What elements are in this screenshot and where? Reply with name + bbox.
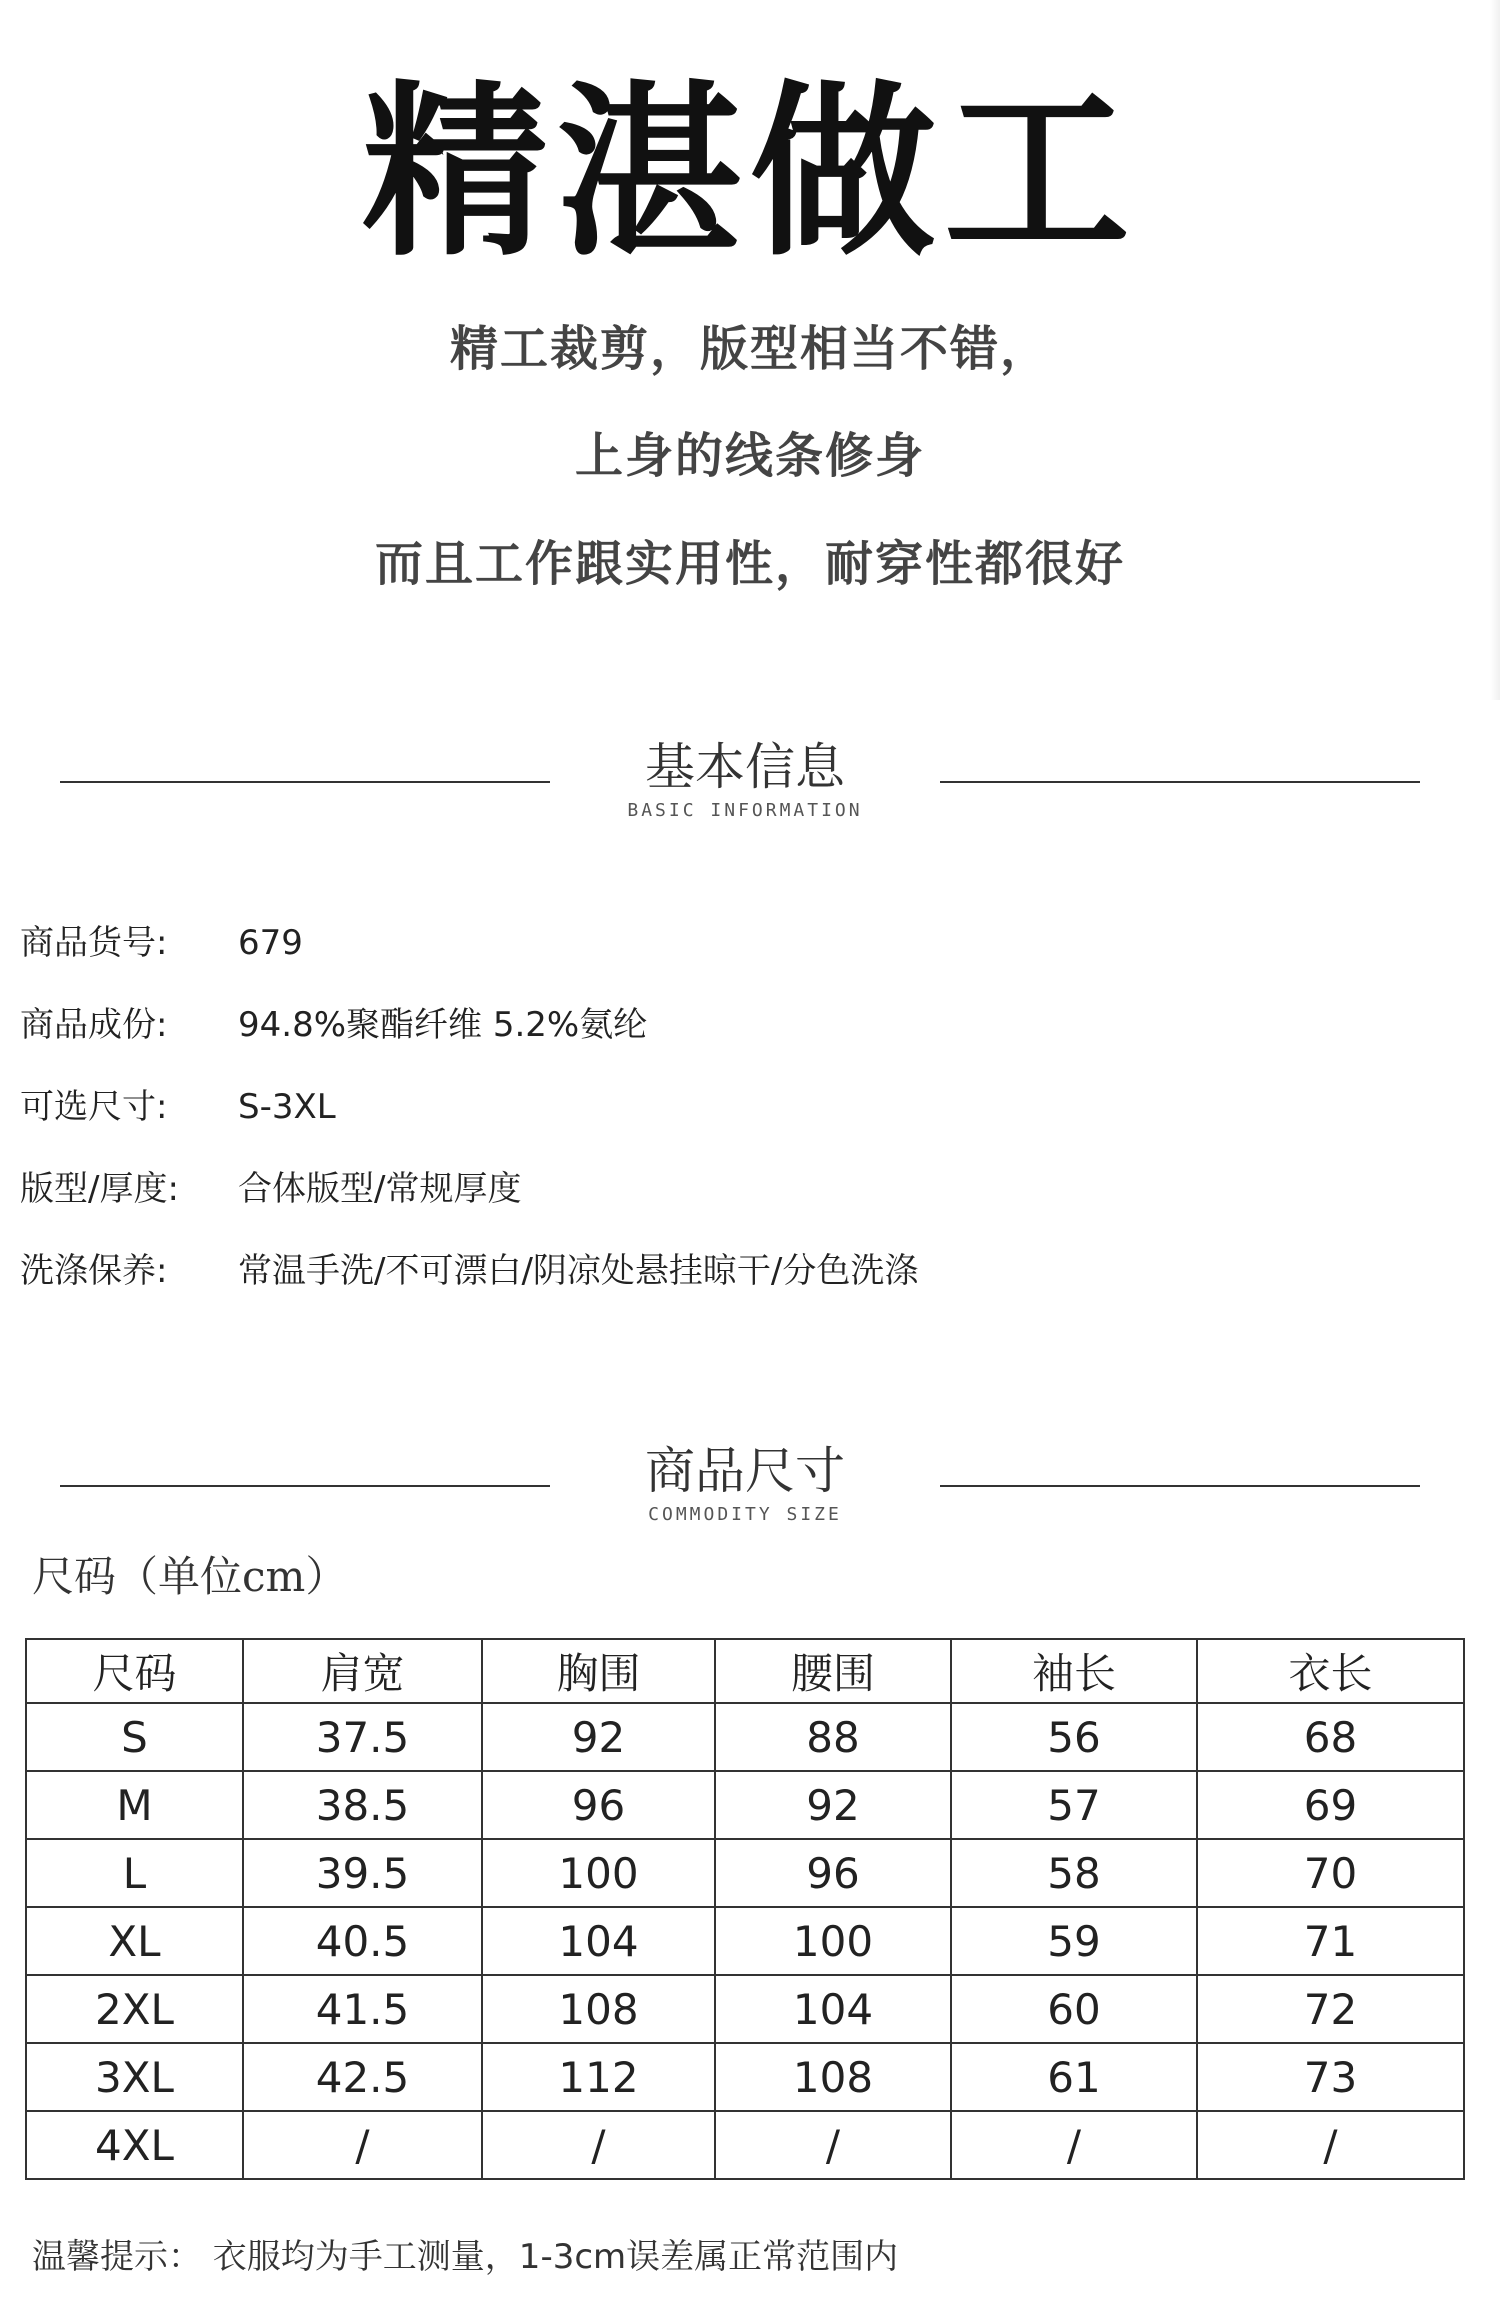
table-cell: 92 [715,1771,951,1839]
table-cell: 88 [715,1703,951,1771]
size-title: 商品尺寸 [645,1442,845,1500]
divider-line [60,781,550,783]
divider-line [60,1485,550,1487]
table-cell: XL [26,1907,243,1975]
info-label: 商品货号: [20,923,168,963]
info-label: 版型/厚度: [20,1169,179,1209]
table-cell: 100 [482,1839,715,1907]
table-cell: 68 [1197,1703,1464,1771]
table-row [26,1975,1464,2043]
hero-line-2: 上身的线条修身 [574,428,925,484]
table-cell: 38.5 [243,1771,482,1839]
hero-line-1: 精工裁剪，版型相当不错， [449,321,1050,377]
basic-info-header [0,736,1500,826]
info-value: 常温手洗/不可漂白/阴凉处悬挂晾干/分色洗涤 [238,1251,919,1291]
table-cell: 56 [951,1703,1197,1771]
table-cell: / [482,2111,715,2179]
table-cell: 2XL [26,1975,243,2043]
table-cell: 42.5 [243,2043,482,2111]
table-cell: 100 [715,1907,951,1975]
info-value: 合体版型/常规厚度 [238,1169,522,1209]
header-length: 衣长 [1197,1639,1464,1703]
table-cell: 61 [951,2043,1197,2111]
table-cell: 72 [1197,1975,1464,2043]
table-cell: 39.5 [243,1839,482,1907]
basic-info-title: 基本信息 [645,738,845,796]
table-cell: 57 [951,1771,1197,1839]
table-cell: 73 [1197,2043,1464,2111]
size-unit-note: 尺码（单位cm） [32,1552,348,1601]
info-label: 商品成份: [20,1005,168,1045]
table-cell: / [951,2111,1197,2179]
table-cell: 104 [715,1975,951,2043]
table-cell: 108 [482,1975,715,2043]
divider-line [940,781,1420,783]
header-shoulder: 肩宽 [243,1639,482,1703]
measurement-tip: 温馨提示： 衣服均为手工测量，1-3cm误差属正常范围内 [32,2237,899,2277]
table-row [26,2111,1464,2179]
header-waist: 腰围 [715,1639,951,1703]
info-value: 679 [238,923,303,963]
table-cell: 104 [482,1907,715,1975]
table-row [26,1703,1464,1771]
header-sleeve: 袖长 [951,1639,1197,1703]
table-cell: 96 [715,1839,951,1907]
info-value: 94.8%聚酯纤维 5.2%氨纶 [238,1005,648,1045]
table-cell: 70 [1197,1839,1464,1907]
basic-info-subtitle: BASIC INFORMATION [627,800,863,821]
info-label: 洗涤保养: [20,1251,168,1291]
table-cell: 92 [482,1703,715,1771]
table-cell: 37.5 [243,1703,482,1771]
table-cell: 40.5 [243,1907,482,1975]
table-row [26,1839,1464,1907]
table-cell: / [715,2111,951,2179]
hero-title: 精湛做工 [361,64,1138,281]
header-size: 尺码 [26,1639,243,1703]
table-cell: 96 [482,1771,715,1839]
size-header [0,1440,1500,1530]
table-cell: L [26,1839,243,1907]
table-cell: / [1197,2111,1464,2179]
hero-line-3: 而且工作跟实用性，耐穿性都很好 [374,536,1125,592]
table-cell: 41.5 [243,1975,482,2043]
size-table [25,1638,1465,2180]
table-cell: 69 [1197,1771,1464,1839]
info-label: 可选尺寸: [20,1087,168,1127]
table-cell: / [243,2111,482,2179]
divider-line [940,1485,1420,1487]
table-cell: M [26,1771,243,1839]
table-cell: 58 [951,1839,1197,1907]
table-cell: 60 [951,1975,1197,2043]
table-cell: 3XL [26,2043,243,2111]
table-row [26,2043,1464,2111]
table-cell: S [26,1703,243,1771]
table-cell: 71 [1197,1907,1464,1975]
table-cell: 4XL [26,2111,243,2179]
info-value: S-3XL [238,1087,336,1127]
table-row [26,1771,1464,1839]
table-cell: 108 [715,2043,951,2111]
table-cell: 112 [482,2043,715,2111]
table-row [26,1907,1464,1975]
table-cell: 59 [951,1907,1197,1975]
size-subtitle: COMMODITY SIZE [648,1504,842,1525]
header-chest: 胸围 [482,1639,715,1703]
table-header-row [26,1639,1464,1703]
